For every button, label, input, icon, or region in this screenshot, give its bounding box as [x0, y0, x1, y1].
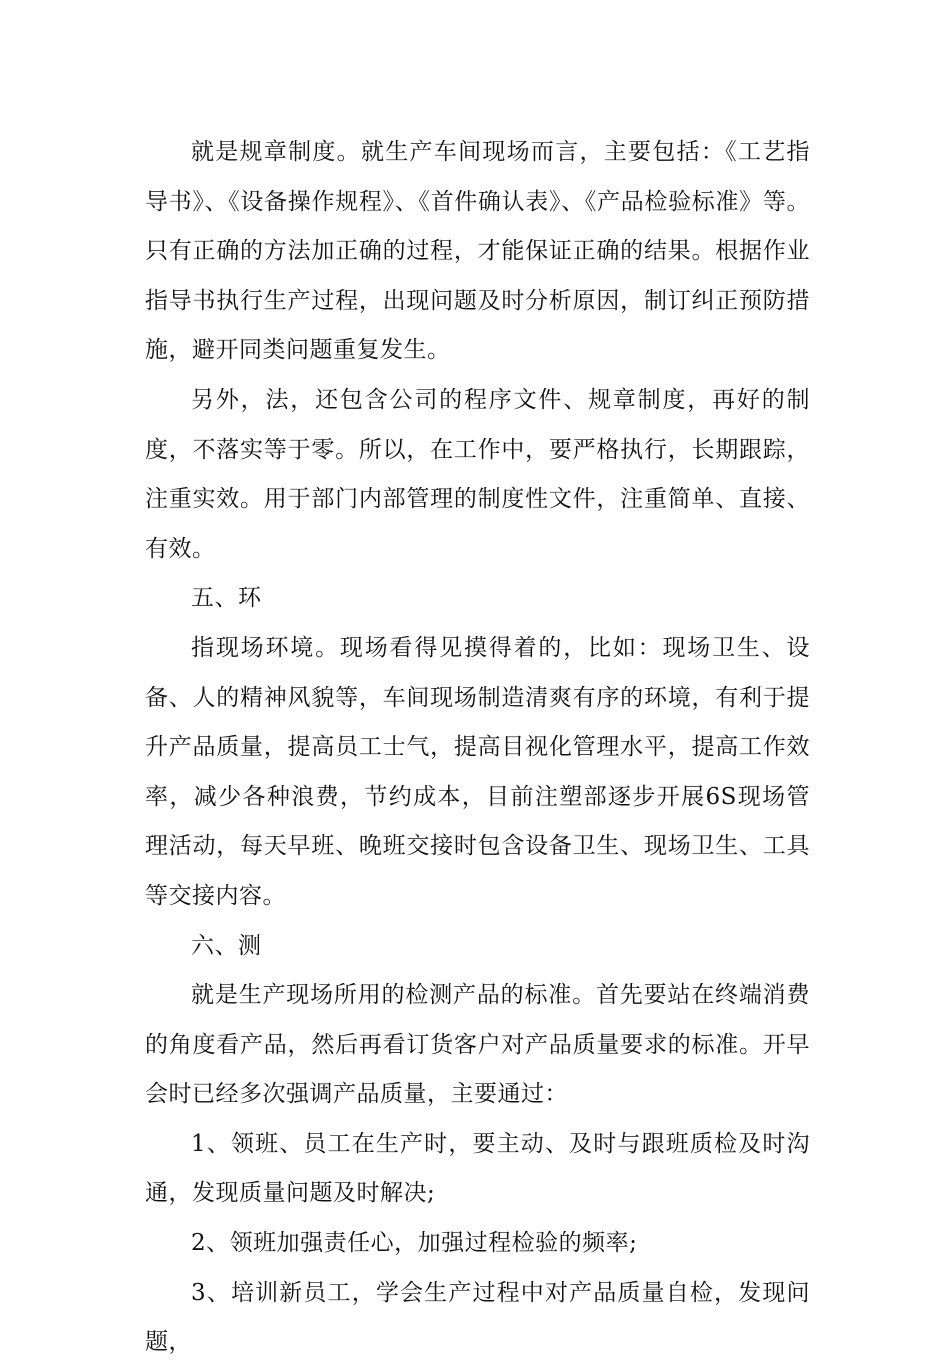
list-item-3: 3、培训新员工，学会生产过程中对产品质量自检，发现问题， [145, 1279, 810, 1356]
paragraph-environment: 指现场环境。现场看得见摸得着的，比如：现场卫生、设备、人的精神风貌等，车间现场制造清爽有序的环境，有利于提升产品质量，提高员工士气，提高目视化管理水平，提高工作效率，减少各种浪费，节约成本，目前注塑部逐步开展6S现场管理活动，每天早班、晚班交接时包含设备卫生、现场卫生、工具等交接内容。 [145, 634, 810, 909]
document-body [145, 128, 810, 1368]
paragraph-rules-definition: 就是规章制度。就生产车间现场而言，主要包括：《工艺指导书》、《设备操作规程》、《首件确认表》、《产品检验标准》等。只有正确的方法加正确的过程，才能保证正确的结果。根据作业指导书执行生产过程，出现问题及时分析原因，制订纠正预防措施，避开同类问题重复发生。 [145, 139, 810, 364]
paragraph-measurement: 就是生产现场所用的检测产品的标准。首先要站在终端消费的角度看产品，然后再看订货客户对产品质量要求的标准。开早会时已经多次强调产品质量，主要通过： [145, 982, 810, 1108]
list-item-2: 2、领班加强责任心，加强过程检验的频率; [191, 1230, 638, 1257]
section-heading-measurement: 六、测 [191, 932, 262, 959]
paragraph-rules-extra: 另外，法，还包含公司的程序文件、规章制度，再好的制度，不落实等于零。所以，在工作中，要严格执行，长期跟踪，注重实效。用于部门内部管理的制度性文件，注重简单、直接、有效。 [145, 386, 810, 562]
section-heading-environment: 五、环 [191, 585, 262, 612]
list-item-1: 1、领班、员工在生产时，要主动、及时与跟班质检及时沟通，发现质量问题及时解决; [145, 1130, 810, 1207]
